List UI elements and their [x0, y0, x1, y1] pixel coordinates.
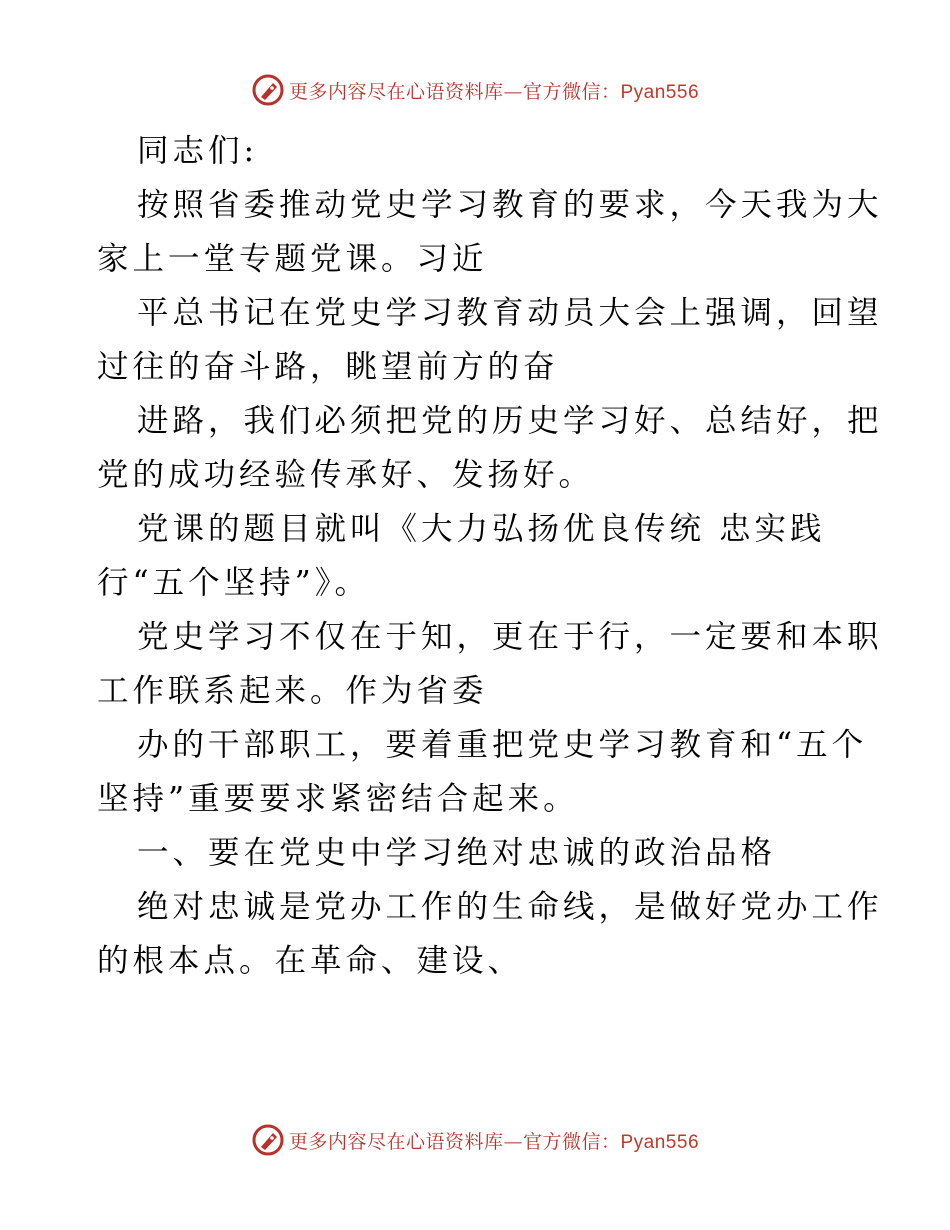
wechat-handle: Pyan556 [620, 81, 700, 103]
paragraph-line: 工作联系起来。作为省委 [97, 673, 488, 709]
paragraph-line: 党史学习不仅在于知，更在于行，一定要和本职 [137, 619, 883, 655]
promo-text: 更多内容尽在心语资料库 [288, 80, 504, 103]
paragraph-line: 的根本点。在革命、建设、 [97, 943, 524, 979]
section-heading: 一、要在党史中学习绝对忠诚的政治品格 [137, 835, 777, 871]
paragraph-line: 党课的题目就叫《大力弘扬优良传统 忠实践 [137, 511, 826, 547]
paragraph-line: 行“五个坚持”》。 [97, 565, 370, 601]
footer-banner [0, 1120, 950, 1160]
header-banner [0, 70, 950, 110]
document-body [97, 124, 883, 988]
paragraph-line: 办的干部职工，要着重把党史学习教育和“五个 [137, 727, 868, 763]
wechat-label: 官方微信： [522, 1130, 621, 1153]
salutation: 同志们: [137, 133, 259, 169]
paragraph-line: 绝对忠诚是党办工作的生命线，是做好党办工作 [137, 889, 883, 925]
paragraph-line: 按照省委推动党史学习教育的要求，今天我为大 [137, 187, 883, 223]
banner-text [289, 1127, 699, 1154]
paragraph-line: 家上一堂专题党课。习近 [97, 241, 488, 277]
promo-text: 更多内容尽在心语资料库 [288, 1130, 504, 1153]
paragraph-line: 进路，我们必须把党的历史学习好、总结好，把 [137, 403, 883, 439]
pen-nib-circle-icon [251, 1123, 285, 1157]
paragraph-line: 平总书记在党史学习教育动员大会上强调，回望 [137, 295, 883, 331]
paragraph-line: 坚持”重要要求紧密结合起来。 [97, 781, 579, 817]
banner-text [289, 77, 699, 104]
paragraph-line: 过往的奋斗路，眺望前方的奋 [97, 349, 559, 385]
pen-nib-circle-icon [251, 73, 285, 107]
paragraph-line: 党的成功经验传承好、发扬好。 [97, 457, 595, 493]
wechat-handle: Pyan556 [620, 1131, 700, 1153]
banner-separator: — [503, 1130, 523, 1153]
banner-separator: — [503, 80, 523, 103]
wechat-label: 官方微信： [522, 80, 621, 103]
